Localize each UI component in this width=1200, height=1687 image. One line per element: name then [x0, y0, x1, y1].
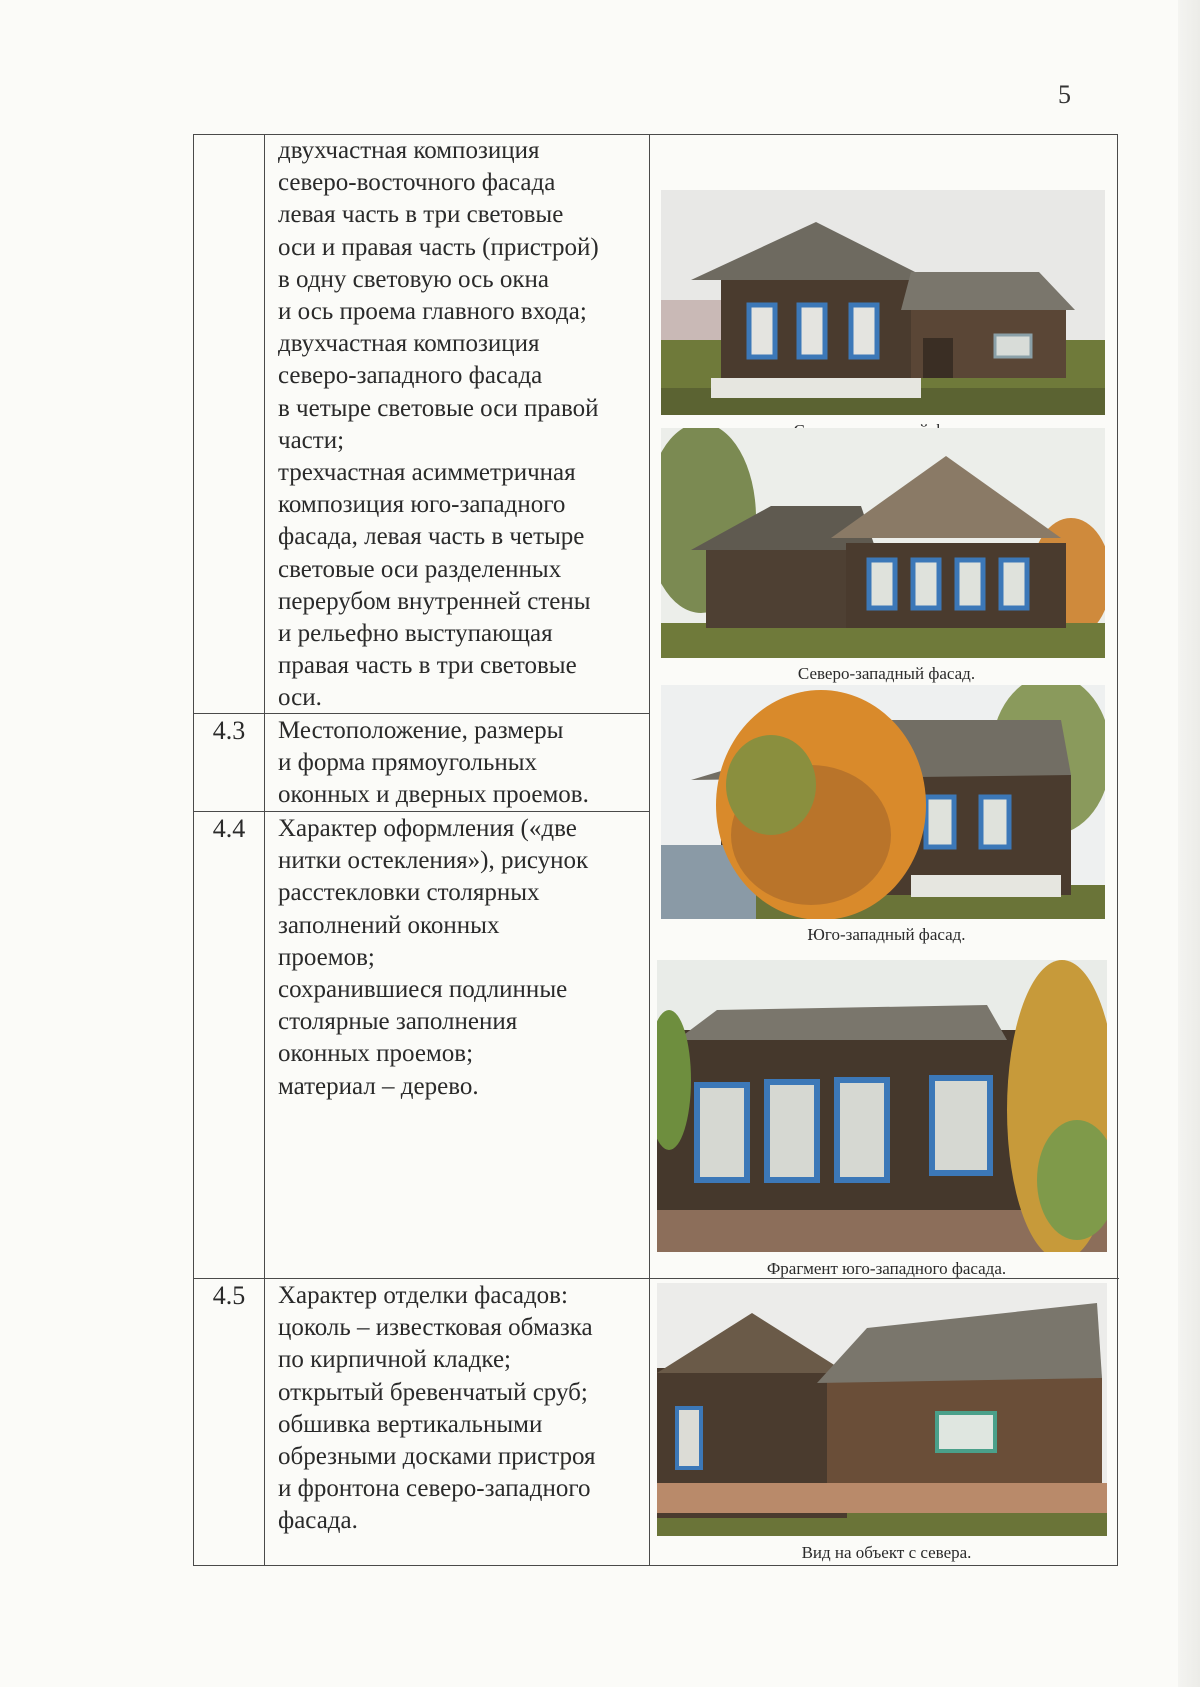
page-edge-shadow: [1178, 0, 1200, 1687]
column-divider-number: [264, 135, 265, 1565]
page-number: 5: [1058, 80, 1071, 109]
photo-northwest-facade: [661, 428, 1105, 658]
row-number: 4.3: [212, 716, 246, 745]
photo-southwest-facade: [661, 685, 1105, 919]
row-description: Характер оформления («две нитки остекления»), рисунок расстекловки столярных заполнений оконных проемов; сохранившиеся подлинные столярные заполнения оконных проемов; материал – дерево.: [278, 815, 589, 1100]
photo-north-view: [657, 1283, 1107, 1536]
photo-caption: Вид на объект с севера.: [801, 1543, 972, 1562]
photo-caption: Фрагмент юго-западного фасада.: [766, 1259, 1007, 1278]
row-number: 4.5: [212, 1281, 246, 1310]
row-number: 4.4: [212, 814, 246, 843]
photo-northeast-facade: [661, 190, 1105, 415]
photo-southwest-fragment: [657, 960, 1107, 1252]
column-divider-photos: [649, 135, 650, 1565]
document-table: [193, 134, 1118, 1566]
photo-caption: Юго-западный фасад.: [807, 925, 966, 944]
row-description: двухчастная композиция северо-восточного фасада левая часть в три световые оси и правая часть (пристрой) в одну световую ось окна и ось проема главного входа; двухчастная композиция северо-западного фасада в четыре световые оси правой части; трехчастная асимметричная композиция юго-западного фасада, левая часть в четыре световые оси разделенных перерубом внутренней стены и рельефно выступающая правая часть в три световые оси.: [278, 137, 599, 712]
photo-caption: Северо-западный фасад.: [797, 664, 976, 683]
row-description: Местоположение, размеры и форма прямоугольных оконных и дверных проемов.: [278, 717, 589, 809]
row-description: Характер отделки фасадов: цоколь – известковая обмазка по кирпичной кладке; открытый бревенчатый сруб; обшивка вертикальными обрезными досками пристроя и фронтона северо-западного фасада.: [278, 1282, 596, 1535]
